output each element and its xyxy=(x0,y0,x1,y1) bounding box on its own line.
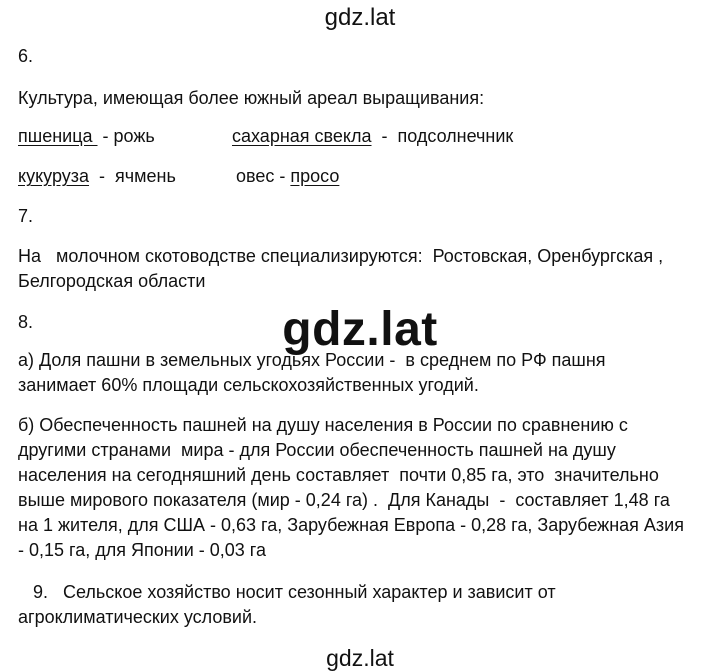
crop-pair-3 xyxy=(18,164,176,189)
question-7-line-1: На молочном скотоводстве специализируются: Ростовская, Оренбургская , xyxy=(18,246,664,266)
crop-pair-3-sep: - ячмень xyxy=(89,166,176,186)
crop-pair-1-left xyxy=(18,124,155,149)
crop-pair-1-sep: - рожь xyxy=(97,126,155,146)
question-8b-line-1: б) Обеспеченность пашней на душу населения в России по сравнению с xyxy=(18,415,628,435)
crop-pair-4-plain: овес - xyxy=(236,166,291,186)
crop-pair-2-sep: - подсолнечник xyxy=(371,126,514,146)
question-6-intro: Культура, имеющая более южный ареал выращивания: xyxy=(18,88,485,108)
watermark-top: gdz.lat xyxy=(324,4,396,31)
question-8b-line-4: выше мирового показателя (мир - 0,24 га) . Для Канады - составляет 1,48 га xyxy=(18,490,670,510)
crop-pair-4 xyxy=(236,164,339,189)
watermark-bottom: gdz.lat xyxy=(326,645,394,671)
question-8-number: 8. xyxy=(18,312,34,332)
question-8a-line-1: а) Доля пашни в земельных угодьях России - в среднем по РФ пашня xyxy=(18,350,606,370)
question-8b-line-5: на 1 жителя, для США - 0,63 га, Зарубежная Европа - 0,28 га, Зарубежная Азия xyxy=(18,515,684,535)
crop-pair-2-left xyxy=(232,124,513,149)
question-9-line-1: 9. Сельское хозяйство носит сезонный характер и зависит от xyxy=(18,582,556,602)
question-7-number: 7. xyxy=(18,206,34,226)
question-8b-line-2: другими странами мира - для России обеспеченность пашней на душу xyxy=(18,440,616,460)
crop-answer-sugar-beet: сахарная свекла xyxy=(232,126,372,146)
question-8b-line-3: населения на сегодняшний день составляет почти 0,85 га, это значительно xyxy=(18,465,659,485)
question-6-number: 6. xyxy=(18,46,34,66)
question-7-line-2: Белгородская области xyxy=(18,271,206,291)
crop-answer-corn: кукуруза xyxy=(18,166,90,186)
question-9-line-2: агроклиматических условий. xyxy=(18,607,258,627)
watermark-middle: gdz.lat xyxy=(282,303,438,356)
question-8b-line-6: - 0,15 га, для Японии - 0,03 га xyxy=(18,540,266,560)
crop-answer-wheat: пшеница xyxy=(18,126,98,146)
question-8a-line-2: занимает 60% площади сельскохозяйственных угодий. xyxy=(18,375,479,395)
crop-answer-millet: просо xyxy=(290,166,340,186)
